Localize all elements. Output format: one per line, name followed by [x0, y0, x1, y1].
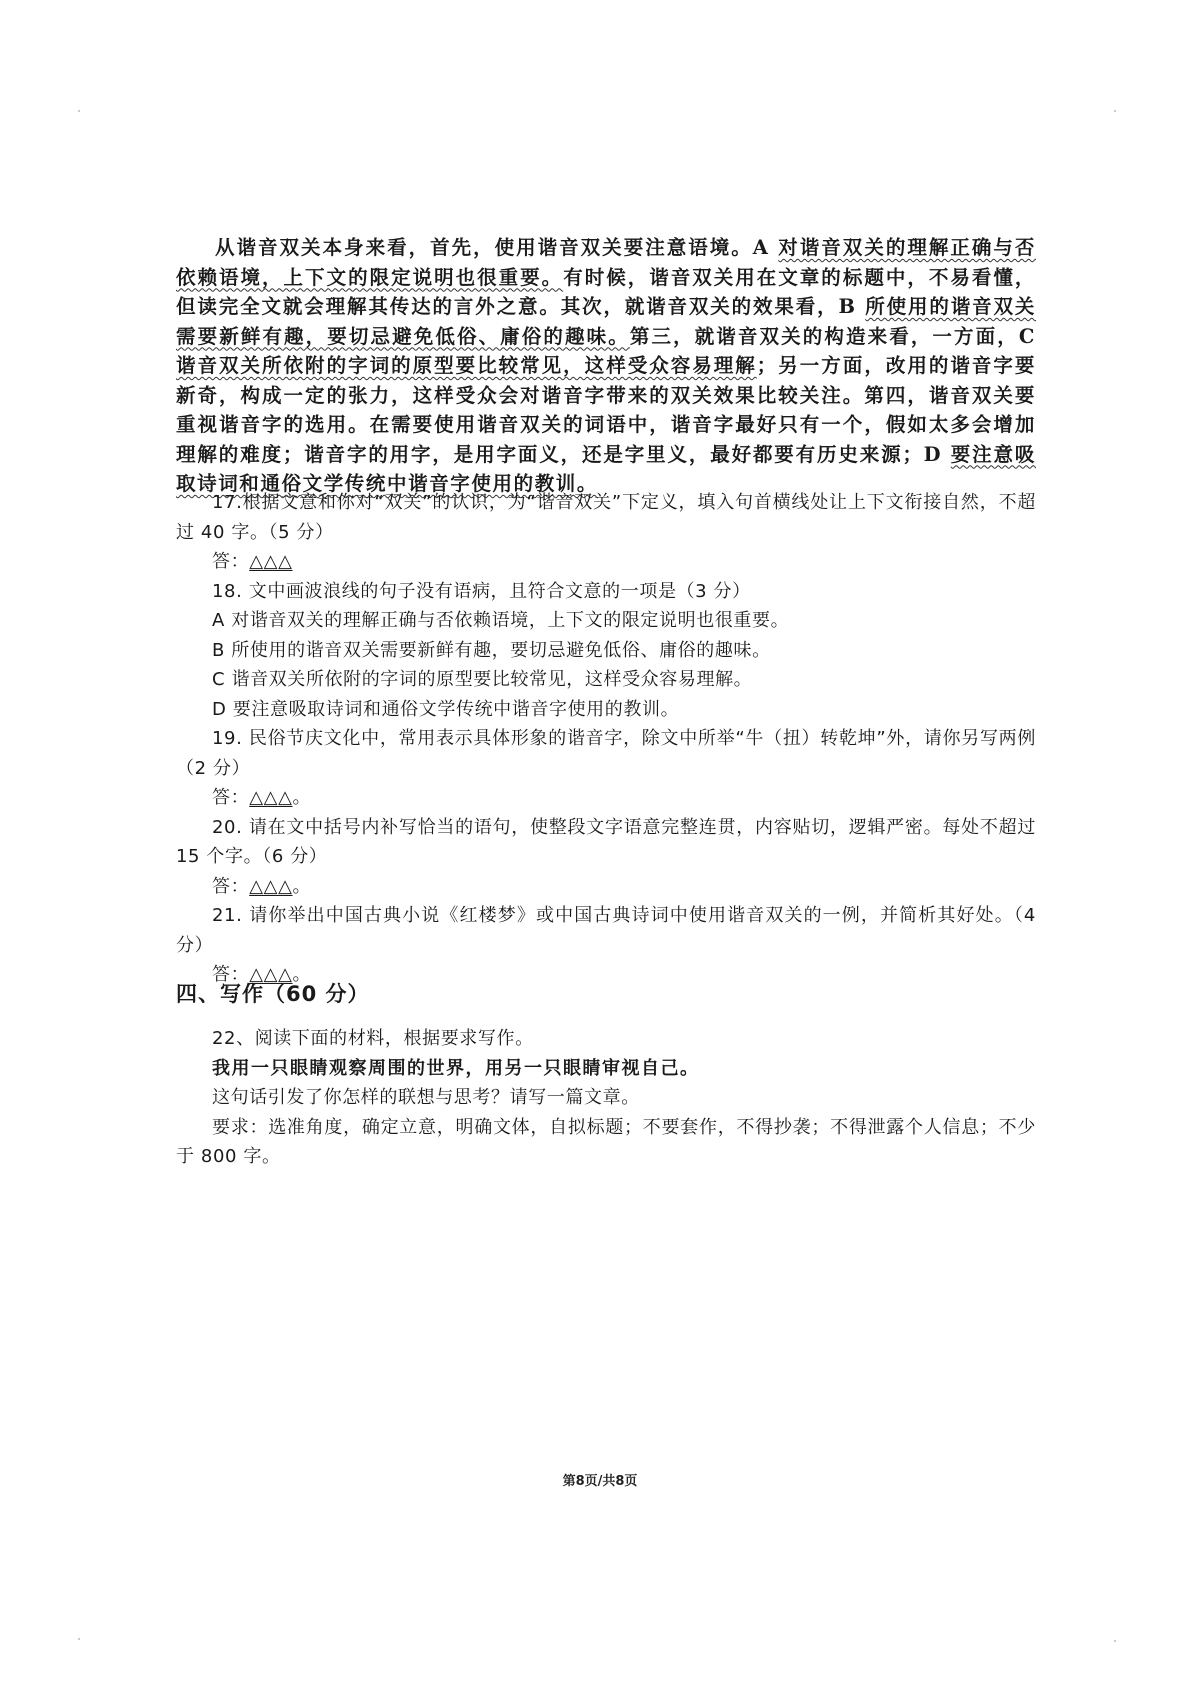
answer-placeholder: △△△ — [249, 551, 293, 572]
scan-speck — [78, 1638, 80, 1640]
answer-label: 答： — [212, 964, 250, 985]
passage-text: 第三，就谐音双关的构造来看，一方面，C — [629, 324, 1036, 348]
writing-block — [176, 1024, 1036, 1172]
question-22: 22、阅读下面的材料，根据要求写作。 — [212, 1028, 534, 1049]
writing-material: 我用一只眼睛观察周围的世界，用另一只眼睛审视自己。 — [212, 1057, 700, 1079]
wavy-sentence-c: 谐音双关所依附的字词的原型要比较常见，这样受众容易理解 — [176, 354, 757, 377]
answer-end: 。 — [292, 875, 312, 897]
answer-17 — [176, 547, 1036, 577]
writing-prompt: 这句话引发了你怎样的联想与思考？请写一篇文章。 — [212, 1087, 640, 1108]
passage-text: 从谐音双关本身来看，首先，使用谐音双关要注意语境。A — [215, 236, 779, 259]
passage-text: ；另一方面，改用的谐音字要新奇，构成一定的张力，这样受众会对谐音字带来的双关效果比较关注。第四，谐音双关要重视谐音字的选用。在需要使用谐音双关的词语中，谐音字最好只有一个，假如太多会增加理解的难度；谐音字的用字，是用字面义，还是字里义，最好都要有历史来源；D — [176, 354, 1036, 466]
answer-placeholder: △△△ — [249, 964, 293, 985]
reading-passage — [176, 233, 1036, 499]
question-18: 18. 文中画波浪线的句子没有语病，且符合文意的一项是（3 分） — [212, 580, 751, 602]
scan-speck — [1114, 1640, 1116, 1642]
answer-end: 。 — [292, 964, 312, 985]
question-19: 19. 民俗节庆文化中，常用表示具体形象的谐音字，除文中所举“牛（扭）转乾坤”外，请你另写两例（2 分） — [176, 728, 1036, 779]
answer-end: 。 — [292, 787, 312, 808]
section-title-writing: 四、写作（60 分） — [176, 982, 370, 1006]
wavy-sentence-d: 要注意吸取诗词和通俗文学传统中谐音字使用的教训。 — [176, 442, 1037, 495]
answer-label: 答： — [212, 787, 250, 808]
passage-text: 有时候，谐音双关用在文章的标题中，不易看懂，但读完全文就会理解其传达的言外之意。其次，就谐音双关的效果看，B — [176, 265, 1036, 318]
question-20: 20. 请在文中括号内补写恰当的语句，使整段文字语意完整连贯，内容贴切，逻辑严密。每处不超过 15 个字。（6 分） — [176, 816, 1036, 867]
question-17: 17.根据文意和你对“双关”的认识，为“谐音双关”下定义，填入句首横线处让上下文衔接自然，不超过 40 字。（5 分） — [176, 492, 1036, 543]
option-b: B 所使用的谐音双关需要新鲜有趣，要切忌避免低俗、庸俗的趣味。 — [212, 639, 771, 661]
scan-speck — [78, 110, 80, 112]
answer-19 — [176, 783, 1036, 813]
scan-speck — [1114, 110, 1116, 112]
option-d: D 要注意吸取诗词和通俗文学传统中谐音字使用的教训。 — [212, 698, 680, 720]
page-number: 第8页/共8页 — [562, 1474, 638, 1489]
answer-20 — [176, 872, 1036, 902]
wavy-sentence-b: 所使用的谐音双关需要新鲜有趣，要切忌避免低俗、庸俗的趣味。 — [176, 295, 1036, 348]
question-21: 21. 请你举出中国古典小说《红楼梦》或中国古典诗词中使用谐音双关的一例，并简析其好处。（4 分） — [176, 905, 1036, 956]
answer-label: 答： — [212, 875, 250, 897]
questions-block — [176, 488, 1036, 990]
option-c: C 谐音双关所依附的字词的原型要比较常见，这样受众容易理解。 — [212, 669, 753, 690]
writing-requirements: 要求：选准角度，确定立意，明确文体，自拟标题；不要套作，不得抄袭；不得泄露个人信息；不少于 800 字。 — [176, 1116, 1036, 1167]
option-a: A 对谐音双关的理解正确与否依赖语境，上下文的限定说明也很重要。 — [212, 610, 790, 631]
answer-placeholder: △△△ — [249, 787, 293, 808]
answer-label: 答： — [212, 551, 250, 572]
wavy-sentence-a: 对谐音双关的理解正确与否依赖语境，上下文的限定说明也很重要。 — [176, 236, 1036, 289]
answer-placeholder: △△△ — [249, 875, 293, 897]
